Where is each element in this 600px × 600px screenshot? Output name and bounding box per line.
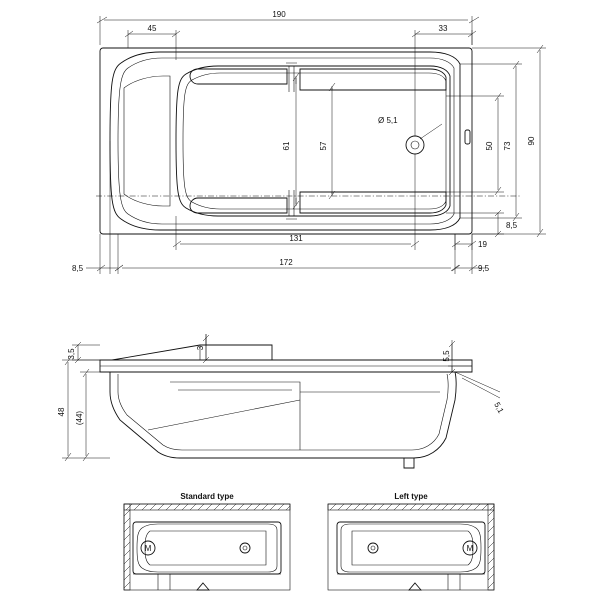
- tub-inner-profile: [118, 374, 448, 450]
- left-drain-circle: [368, 543, 378, 553]
- ext-35: [72, 345, 100, 360]
- ext-33: [415, 30, 472, 136]
- front-view-group: [57, 334, 506, 468]
- standard-drain-circle: [240, 543, 250, 553]
- armrest-top: [190, 69, 287, 84]
- standard-panel-lines: [158, 574, 170, 590]
- left-water-marker: [409, 583, 421, 590]
- dim-48-label: 48: [57, 407, 66, 417]
- dim-51-label: 5,1: [492, 400, 506, 415]
- ext-50: [446, 96, 504, 192]
- top-view-group: [72, 10, 546, 274]
- dim-190-label: 190: [272, 10, 286, 19]
- drain-leader-line: [420, 124, 442, 139]
- centre-notch-top: [289, 66, 294, 92]
- ledge-bottom-right: [300, 192, 446, 213]
- dim-45-label: 45: [147, 24, 157, 33]
- dim-57-label: 57: [319, 141, 328, 151]
- standard-type-label: Standard type: [180, 492, 234, 501]
- standard-basin: [145, 531, 266, 565]
- dim-3-label: 3: [196, 345, 205, 351]
- armrest-bottom: [190, 198, 287, 213]
- standard-drain-dot: [243, 546, 247, 550]
- left-drain-dot: [371, 546, 375, 550]
- basin-outline: [176, 66, 450, 216]
- internal-step: [170, 382, 300, 450]
- dim-50-label: 50: [485, 141, 494, 151]
- centre-notch-bottom: [289, 190, 294, 216]
- tub-inner-shell-offset: [118, 58, 454, 224]
- ext-73: [460, 64, 522, 218]
- rim-top-profile: [112, 345, 272, 360]
- headrest-area: [124, 76, 170, 206]
- tub-inner-shell: [110, 52, 460, 230]
- standard-motor-letter: M: [144, 544, 152, 553]
- ext-85-left: [100, 141, 110, 274]
- dim-95-right-label: 9,5: [478, 264, 490, 273]
- dim-33-label: 33: [438, 24, 448, 33]
- dim-61-label: 61: [282, 141, 291, 151]
- dim-35-label: 3,5: [67, 348, 76, 360]
- drain-circle: [406, 136, 424, 154]
- ledge-top-right: [300, 69, 446, 90]
- dim-55-label: 5,5: [442, 350, 451, 362]
- tub-body-profile: [110, 372, 456, 458]
- hole-diameter-label: Ø 5,1: [378, 116, 398, 125]
- base-foot: [404, 458, 414, 468]
- drain-inner-circle: [411, 141, 419, 149]
- left-type-label: Left type: [394, 492, 428, 501]
- left-type-group: [328, 492, 494, 590]
- dim-73-label: 73: [503, 141, 512, 151]
- ext-19: [455, 234, 472, 250]
- dim-90-label: 90: [527, 136, 536, 146]
- standard-water-marker: [197, 583, 209, 590]
- dim-85-right-label: 8,5: [506, 221, 518, 230]
- dim-172-label: 172: [279, 258, 293, 267]
- standard-type-group: [124, 492, 290, 590]
- left-motor-letter: M: [466, 544, 474, 553]
- centre-notch-caps: [286, 63, 297, 219]
- leader-51b: [462, 378, 500, 398]
- ext-85-right: [446, 213, 504, 234]
- dim-85-left-label: 8,5: [72, 264, 84, 273]
- left-panel-lines: [448, 574, 460, 590]
- leader-51: [455, 372, 500, 392]
- left-basin: [352, 531, 473, 565]
- internal-slope-line: [148, 400, 300, 430]
- overflow-slot: [465, 130, 470, 144]
- dim-19-label: 19: [478, 240, 487, 249]
- dim-131-label: 131: [289, 234, 303, 243]
- dim-44-label: (44): [75, 410, 84, 426]
